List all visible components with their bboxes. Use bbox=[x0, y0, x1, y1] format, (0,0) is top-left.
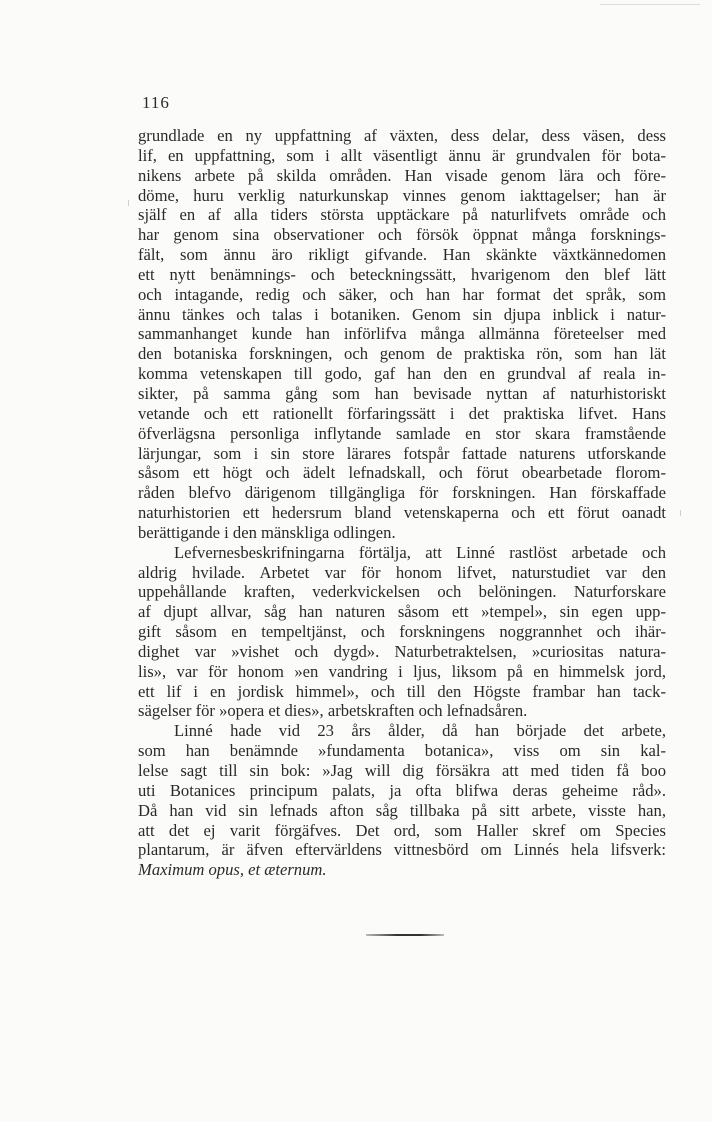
text-line: råden blefvo därigenom tillgängliga för forskningen. Han förskaffade bbox=[138, 483, 666, 503]
page-number: 116 bbox=[142, 93, 170, 112]
scan-edge-mark bbox=[128, 200, 129, 206]
text-line: gift såsom en tempeltjänst, och forskningens noggrannhet och ihär- bbox=[138, 622, 666, 642]
text-line: lif, en uppfattning, som i allt väsentligt ännu är grundvalen för bota- bbox=[138, 145, 666, 165]
text-line: lelse sagt till sin bok: »Jag will dig försäkra att med tiden få boo bbox=[138, 761, 666, 780]
text-line: nikens arbete på skilda områden. Han visade genom lära och före- bbox=[138, 165, 666, 185]
text-line: såsom ett högt och ädelt lefnadskall, och förut obearbetade florom- bbox=[138, 463, 666, 483]
text-line: öfverlägsna personliga inflytande samlade en stor skara framstående bbox=[138, 423, 666, 443]
text-line: sägelser för »opera et dies», arbetskraften och lefnadsåren. bbox=[138, 701, 528, 721]
text-line: ett nytt benämnings- och beteckningssätt, hvarigenom den blef lätt bbox=[138, 264, 666, 284]
text-line: vetande och ett rationellt förfaringssätt i det praktiska lifvet. Hans bbox=[138, 403, 666, 423]
text-line: att det ej varit förgäfves. Det ord, som Haller skref om Species bbox=[138, 820, 666, 840]
paragraph-2 bbox=[138, 543, 666, 722]
text-line: själf en af alla tiders största upptäckare på naturlifvets område och bbox=[138, 205, 666, 225]
text-line: sikter, på samma gång som han bevisade nyttan af naturhistoriskt bbox=[138, 383, 666, 403]
text-line: som han benämnde »fundamenta botanica», viss om sin kal- bbox=[138, 741, 666, 761]
paragraph-3 bbox=[138, 721, 666, 880]
text-line: fält, som ännu äro rikligt gifvande. Han skänkte växtkännedomen bbox=[138, 245, 666, 265]
scan-edge-mark bbox=[600, 4, 700, 5]
text-line: sammanhanget kunde han införlifva många allmänna företeelser med bbox=[138, 324, 666, 344]
text-line: grundlade en ny uppfattning af växten, dess delar, dess väsen, dess bbox=[138, 126, 666, 145]
text-line: döme, huru verklig naturkunskap vinnes genom iakttagelser; han är bbox=[138, 185, 666, 205]
body-text bbox=[138, 126, 666, 880]
text-line: Linné hade vid 23 års ålder, då han började det arbete, bbox=[174, 721, 666, 741]
text-line: plantarum, är äfven eftervärldens vittnesbörd om Linnés hela lifsverk: bbox=[138, 840, 666, 860]
paragraph-1 bbox=[138, 126, 666, 543]
end-rule bbox=[366, 934, 444, 936]
text-line: naturhistorien ett hedersrum bland vetenskaperna och ett förut oanadt bbox=[138, 503, 666, 523]
text-line: och intagande, redig och säker, och han har format det språk, som bbox=[138, 284, 666, 304]
text-line: af djupt allvar, såg han naturen såsom ett »tempel», sin egen upp- bbox=[138, 602, 666, 622]
text-line: har genom sina observationer och försök öppnat många forsknings- bbox=[138, 225, 666, 245]
text-line: lärjungar, som i sin store lärares fotspår fattade naturens utforskande bbox=[138, 443, 666, 463]
text-line: uti Botanices principum palats, ja ofta blifwa deras geheime råd». bbox=[138, 780, 666, 800]
text-line: aldrig hvilade. Arbetet var för honom lifvet, naturstudiet var den bbox=[138, 562, 666, 582]
text-line: den botaniska forskningen, och genom de praktiska rön, som han lät bbox=[138, 344, 666, 364]
closing-italic-line: Maximum opus, et æternum. bbox=[138, 860, 327, 880]
text-line: uppehållande kraften, vederkvickelsen och belöningen. Naturforskare bbox=[138, 582, 666, 602]
text-line: berättigande i den mänskliga odlingen. bbox=[138, 522, 396, 542]
text-line: komma vetenskapen till godo, gaf han den en grundval af reala in- bbox=[138, 364, 666, 384]
text-line: Då han vid sin lefnads afton såg tillbaka på sitt arbete, visste han, bbox=[138, 800, 666, 820]
text-line: Lefvernesbeskrifningarna förtälja, att Linné rastlöst arbetade och bbox=[174, 542, 666, 562]
text-line: lis», var för honom »en vandring i ljus, liksom på en himmelsk jord, bbox=[138, 661, 666, 681]
text-line: ett lif i en jordisk himmel», och till den Högste frambar han tack- bbox=[138, 681, 666, 701]
scan-edge-mark bbox=[680, 510, 681, 516]
text-line: dighet var »vishet och dygd». Naturbetraktelsen, »curiositas natura- bbox=[138, 641, 666, 661]
text-line: ännu tänkes och talas i botaniken. Genom sin djupa inblick i natur- bbox=[138, 304, 666, 324]
